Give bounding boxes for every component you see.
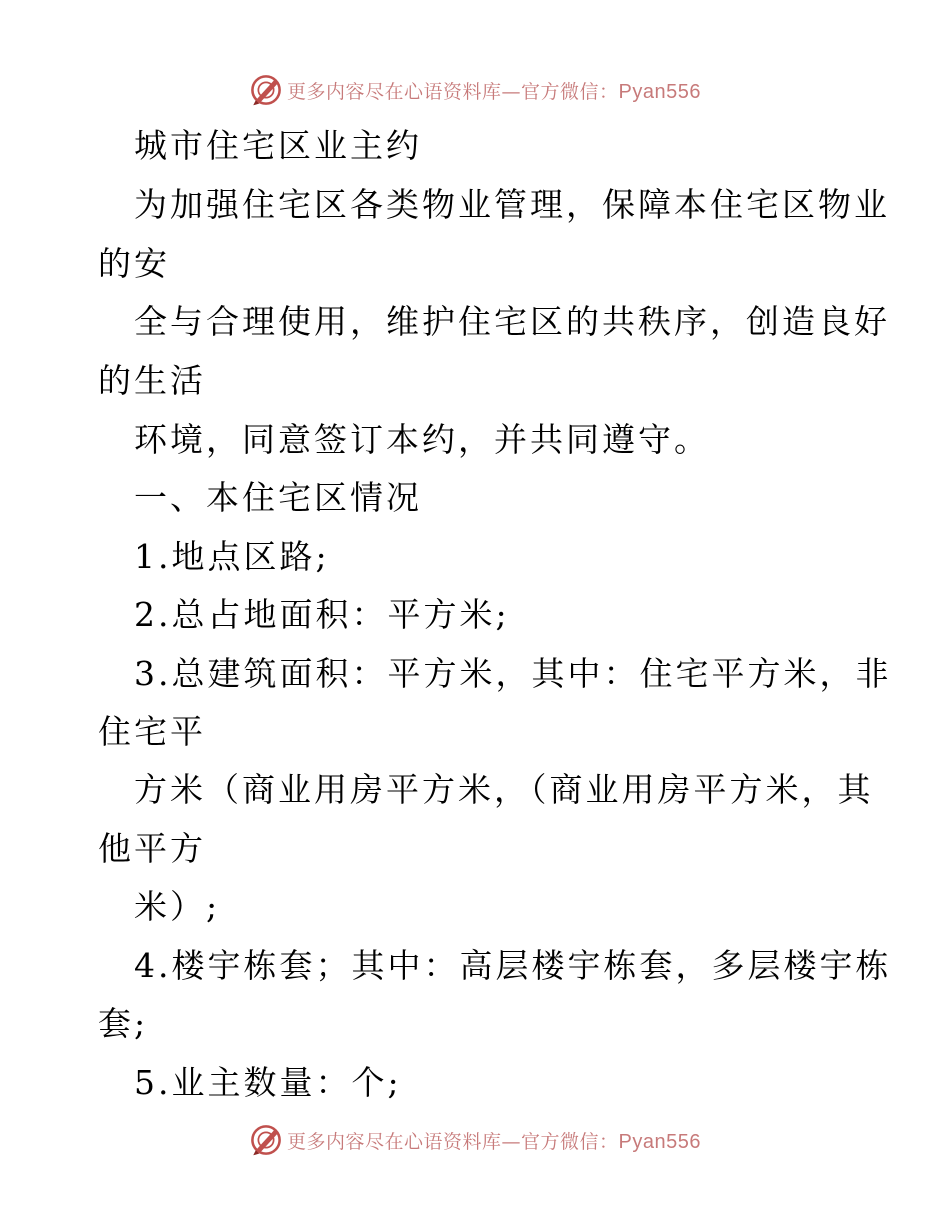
list-item: 2.总占地面积：平方米; xyxy=(134,595,510,634)
pen-logo-icon xyxy=(249,1123,283,1157)
paragraph-line: 的安 xyxy=(98,244,170,283)
paragraph-line: 的生活 xyxy=(98,361,206,400)
watermark-text: 更多内容尽在心语资料库—官方微信：Pyan556 xyxy=(287,1130,701,1153)
list-item-continuation: 套; xyxy=(98,1004,149,1043)
list-item-continuation: 米）; xyxy=(134,887,221,926)
list-item-continuation: 方米（商业用房平方米，（商业用房平方米，其 xyxy=(134,770,874,809)
list-item: 5.业主数量：个; xyxy=(134,1063,402,1102)
list-item: 1.地点区路; xyxy=(134,537,330,576)
header-watermark xyxy=(0,70,950,110)
section-heading: 一、本住宅区情况 xyxy=(134,478,422,517)
paragraph-line: 环境，同意签订本约，并共同遵守。 xyxy=(134,420,710,459)
paragraph-line: 为加强住宅区各类物业管理，保障本住宅区物业 xyxy=(134,185,890,224)
footer-watermark xyxy=(0,1120,950,1160)
list-item-continuation: 他平方 xyxy=(98,829,206,868)
list-item-continuation: 住宅平 xyxy=(98,712,206,751)
watermark-text: 更多内容尽在心语资料库—官方微信：Pyan556 xyxy=(287,80,701,103)
list-item: 4.楼宇栋套；其中：高层楼宇栋套，多层楼宇栋 xyxy=(134,946,892,985)
paragraph-line: 全与合理使用，维护住宅区的共秩序，创造良好 xyxy=(134,302,890,341)
list-item: 3.总建筑面积：平方米，其中：住宅平方米，非 xyxy=(134,654,892,693)
document-title: 城市住宅区业主约 xyxy=(134,126,422,165)
pen-logo-icon xyxy=(249,73,283,107)
